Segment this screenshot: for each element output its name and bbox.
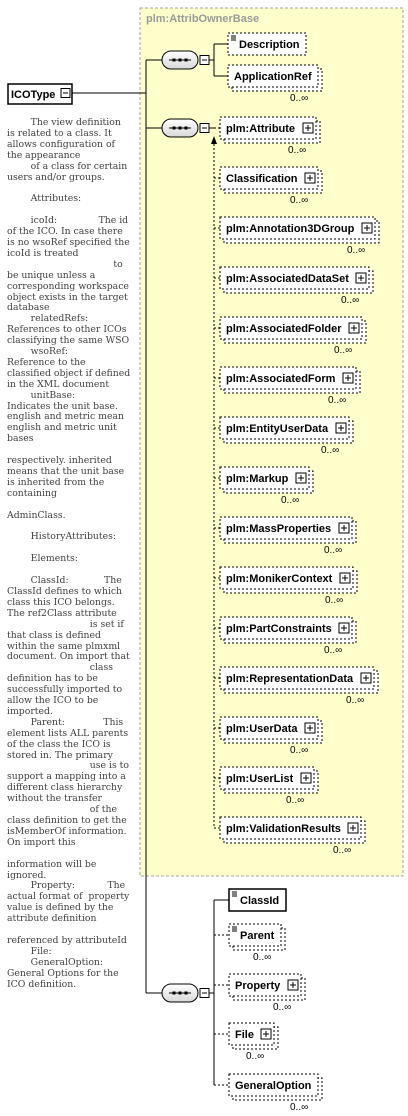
- occurrence-label: 0..∞: [290, 195, 309, 206]
- expand-icon[interactable]: [356, 273, 366, 283]
- compositor-collapse-icon[interactable]: [200, 989, 209, 998]
- occurrence-label: 0..∞: [328, 395, 347, 406]
- element-label: plm:PartConstraints: [226, 623, 332, 635]
- expand-icon[interactable]: [296, 473, 306, 483]
- root-type-label: ICOType: [11, 89, 56, 101]
- element-parent[interactable]: [229, 924, 285, 963]
- occurrence-label: 0..∞: [347, 245, 366, 256]
- occurrence-label: 0..∞: [341, 295, 360, 306]
- element-label: Property: [235, 980, 281, 992]
- expand-icon[interactable]: [343, 373, 353, 383]
- occurrence-label: 0..∞: [281, 495, 300, 506]
- element-label: plm:EntityUserData: [226, 423, 329, 435]
- occurrence-label: 0..∞: [253, 952, 272, 963]
- element-label: plm:MonikerContext: [226, 573, 333, 585]
- element-label: Parent: [240, 930, 275, 942]
- expand-icon[interactable]: [303, 123, 313, 133]
- occurrence-label: 0..∞: [290, 745, 309, 756]
- compositor-collapse-icon[interactable]: [200, 56, 209, 65]
- expand-icon[interactable]: [261, 1029, 271, 1039]
- expand-icon[interactable]: [361, 673, 371, 683]
- expand-icon[interactable]: [348, 823, 358, 833]
- occurrence-label: 0..∞: [321, 445, 340, 456]
- element-label: plm:Markup: [226, 473, 289, 485]
- element-label: ClassId: [240, 895, 280, 907]
- element-label: GeneralOption: [235, 1080, 312, 1092]
- group-title: plm:AttribOwnerBase: [146, 13, 260, 25]
- element-label: plm:AssociatedDataSet: [226, 273, 349, 285]
- occurrence-label: 0..∞: [288, 145, 307, 156]
- root-type[interactable]: [8, 84, 72, 104]
- occurrence-label: 0..∞: [346, 695, 365, 706]
- expand-icon[interactable]: [336, 423, 346, 433]
- occurrence-label: 0..∞: [290, 93, 309, 104]
- expand-icon[interactable]: [288, 980, 298, 990]
- element-label: plm:Annotation3DGroup: [226, 223, 355, 235]
- element-label: Description: [239, 39, 300, 51]
- occurrence-label: 0..∞: [246, 1051, 265, 1062]
- element-label: ApplicationRef: [234, 71, 312, 83]
- element-label: Classification: [226, 173, 298, 185]
- expand-icon[interactable]: [305, 173, 315, 183]
- element-description[interactable]: [228, 33, 306, 55]
- compositor-collapse-icon[interactable]: [200, 124, 209, 133]
- expand-icon[interactable]: [305, 723, 315, 733]
- element-label: plm:AssociatedFolder: [226, 323, 342, 335]
- element-file[interactable]: [229, 1023, 278, 1062]
- occurrence-label: 0..∞: [290, 1102, 309, 1113]
- expand-icon[interactable]: [339, 623, 349, 633]
- element-label: plm:AssociatedForm: [226, 373, 336, 385]
- element-generaloption[interactable]: [229, 1074, 322, 1113]
- expand-icon[interactable]: [349, 323, 359, 333]
- expand-icon[interactable]: [340, 573, 350, 583]
- occurrence-label: 0..∞: [273, 1002, 292, 1013]
- element-label: plm:UserList: [226, 773, 294, 785]
- collapse-icon[interactable]: [61, 89, 70, 98]
- occurrence-label: 0..∞: [324, 645, 343, 656]
- element-property[interactable]: [229, 974, 305, 1013]
- element-label: plm:RepresentationData: [226, 673, 354, 685]
- occurrence-label: 0..∞: [325, 595, 344, 606]
- occurrence-label: 0..∞: [334, 345, 353, 356]
- own-sequence-compositor[interactable]: [162, 984, 209, 1002]
- expand-icon[interactable]: [362, 223, 372, 233]
- element-label: plm:Attribute: [226, 123, 296, 135]
- element-label: File: [235, 1029, 254, 1041]
- element-label: plm:MassProperties: [226, 523, 332, 535]
- element-label: plm:UserData: [226, 723, 298, 735]
- occurrence-label: 0..∞: [333, 845, 352, 856]
- expand-icon[interactable]: [339, 523, 349, 533]
- element-label: plm:ValidationResults: [226, 823, 341, 835]
- element-classid[interactable]: [229, 889, 286, 911]
- occurrence-label: 0..∞: [324, 545, 343, 556]
- type-documentation: The view definition is related to a class. It allows configuration of the appearance of a class for certain users and/or groups. Attributes: icoId: The id of the ICO. In case there is no wsoRef specified the icoId is treated to be unique unless a corresponding workspace object exists in the target database relatedRefs: References to other ICOs classifying the same WSO wsoRef: Reference to the classified object if defined in the XML document unitBase: Indicates the unit base. english and metric mean english and metric unit bases respectively. inherited means that the unit base is inherited from the containing AdminClass. HistoryAttributes: Elements: ClassId: The ClassId defines to which class this ICO belongs. The ref2Class attribute is set if that class is defined within the same plmxml document. On import that class definition has to be successfully imported to allow the ICO to be imported. Parent: This element lists ALL parents of the class the ICO is stored in. The primary use is to support a mapping into a different class hierarchy without the transfer of the class definition to get the isMemberOf information. On import this information will be ignored. Property: The actual format of property value is defined by the attribute definition referenced by attributeId File: GeneralOption: General Options for the ICO definition.: [7, 117, 131, 990]
- expand-icon[interactable]: [301, 773, 311, 783]
- occurrence-label: 0..∞: [286, 795, 305, 806]
